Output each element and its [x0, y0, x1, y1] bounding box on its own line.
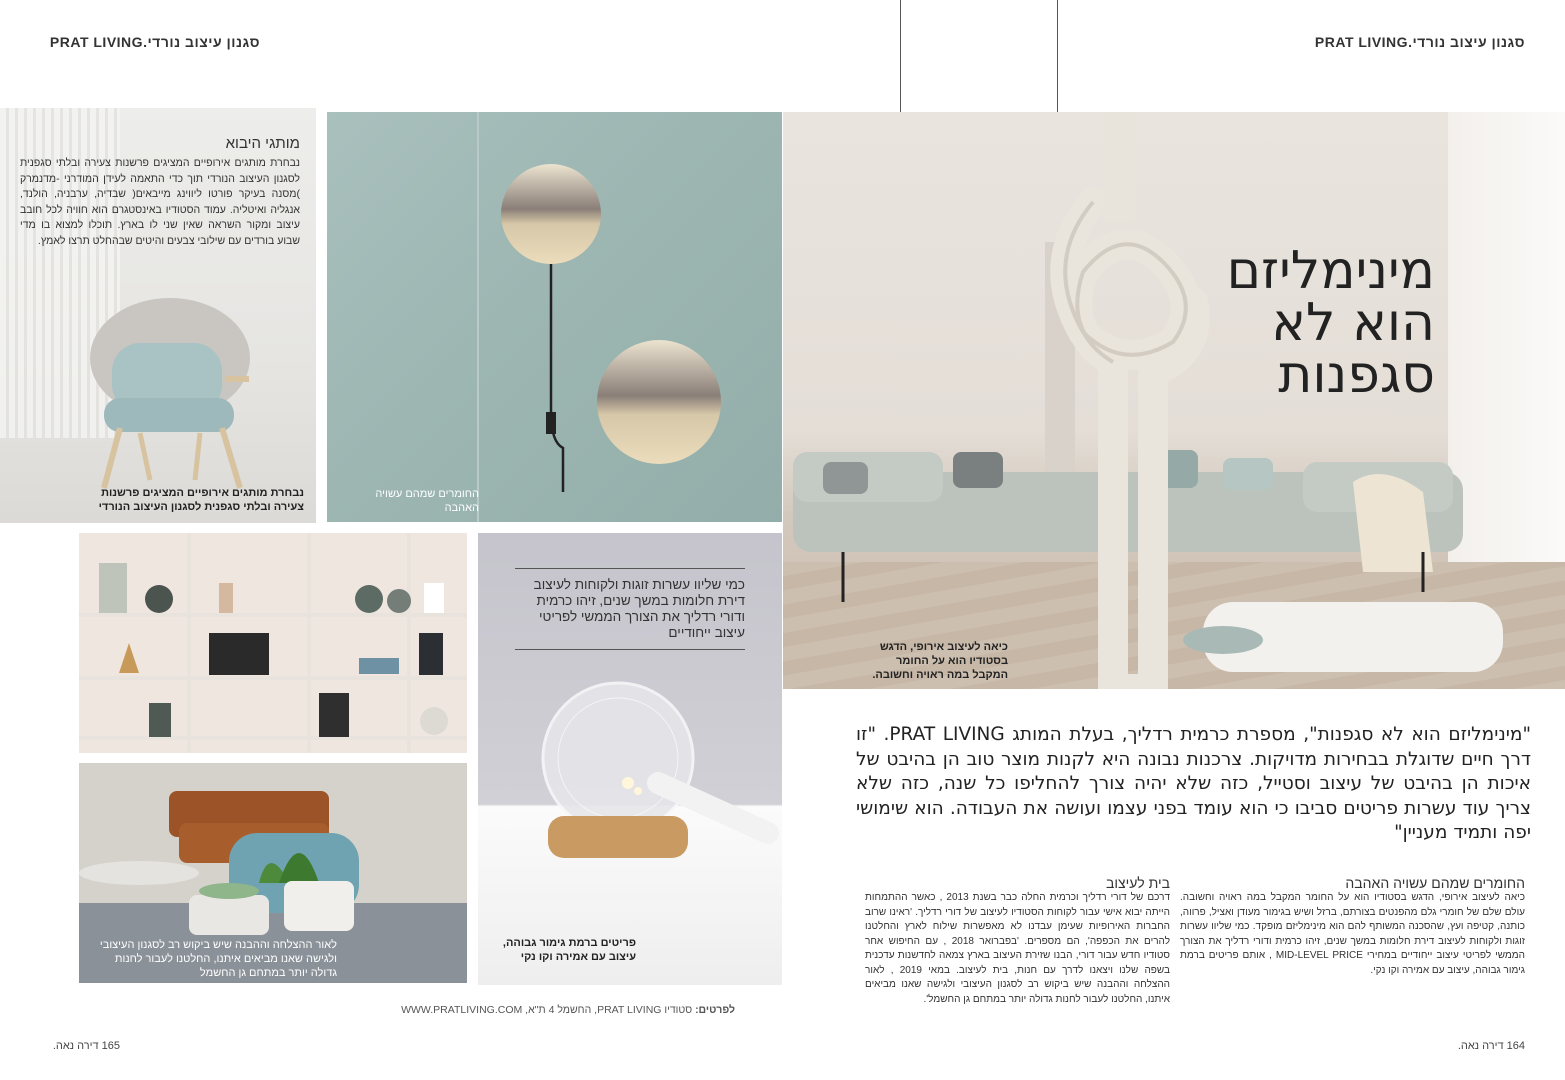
- lamps-caption: החומרים שמהם עשויה האהבה: [375, 488, 479, 514]
- details-url[interactable]: WWW.PRATLIVING.COM: [401, 1004, 523, 1016]
- main-quote: "מינימליזם הוא לא סגפנות", מספרת כרמית רדליך, בעלת המותג PRAT LIVING. "זו דרך חיים שדוגלת בבחירות מדויקות. צרכנות נבונה היא לקנות מוצר טוב הן בהיבט של איכות הן בהיבט של עיצוב וסטייל, כזה שלא יהיה צורך להחליפו כל שנה, כזה שלא צריך עוד עשרות פריטים סביבו כי הוא עומד בפני עצמו ועושה את העבודה. הוא שימושי יפה ותמיד מעניין": [856, 724, 1531, 843]
- running-header-left: סגנון עיצוב נורדי.PRAT LIVING: [49, 34, 260, 50]
- pullquote: [515, 568, 745, 650]
- column-left: [865, 875, 1170, 1007]
- details-label: לפרטים:: [695, 1004, 735, 1016]
- details-text: סטודיו PRAT LIVING, החשמל 4 ת"א,: [525, 1004, 693, 1016]
- folio-left: 165 דירה נאה.: [52, 1040, 120, 1052]
- lamps-photo: [327, 112, 782, 522]
- headline-line2: הוא לא: [1271, 293, 1435, 353]
- column-left-title: בית לעיצוב: [1106, 875, 1170, 891]
- import-sidebar: [20, 135, 300, 249]
- import-title: מותגי היבוא: [225, 135, 300, 152]
- details-line: [350, 1004, 735, 1016]
- running-header-right: סגנון עיצוב נורדי.PRAT LIVING: [1314, 34, 1525, 50]
- column-left-text: דרכם של דורי רדליך וכרמית החלה כבר בשנת 2013 , כאשר ההתמחות הייתה יבוא אישי עבור לקוחות הסטודיו לעיצוב של דורי רדליך. 'ראינו שרוב החברות האירופיות שעימן עבדנו לא מאפשרות שילוח לארץ והחלטנו להרים את הכפפה', הם מספרים. 'בפברואר 2018 , עם החיפוש אחר סטודיו חדש עבור דורי, הבנו שזירת העיצוב בארץ צמאה לחדשנות עדכנית בשפה שלנו ויצאנו לדרך עם חנות, בית לעיצוב. במאי 2019 , לאור ההצלחה וההבנה שיש ביקוש רב לסגנון העיצובי ולגישה שאנו מביאים איתנו, החלטנו לעבור לחנות גדולה יותר במתחם גן החשמל'.: [865, 892, 1170, 1005]
- livingroom-caption: לאור ההצלחה וההבנה שיש ביקוש רב לסגנון העיצובי ולגישה שאנו מביאים איתנו, החלטנו לעבור לחנות גדולה יותר במתחם גן החשמל: [99, 939, 337, 979]
- chair-caption: נבחרת מותגים אירופיים המציגים פרשנות צעירה ובלתי סגפנית לסגנון העיצוב הנורדי: [98, 487, 304, 513]
- column-right: [1180, 875, 1525, 978]
- globe-caption: פריטים ברמת גימור גבוהה, עיצוב עם אמירה וקו נקי: [502, 937, 636, 963]
- sofa-caption: כיאה לעיצוב אירופי, הדגש בסטודיו הוא על החומר המקבל במה ראויה וחשובה.: [872, 641, 1008, 681]
- pullquote-text: כמי שליוו עשרות זוגות ולקוחות לעיצוב דירת חלומות במשך שנים, זיהו כרמית ודורי רדליך את הצורך הממשי לפריטי עיצוב ייחודיים: [533, 577, 745, 640]
- folio-right: 164 דירה נאה.: [1457, 1040, 1525, 1052]
- livingroom-photo: [79, 763, 467, 983]
- headline: [1130, 241, 1435, 405]
- column-right-text: כיאה לעיצוב אירופי, הדגש בסטודיו הוא על החומר המקבל במה ראויה וחשובה. עולם שלם של חומרי גלם מהפנטים בצורתם, ברזל ושיש בגימור מעודן ואציל, פרווה, כותנה, קטיפה ועץ, שהסכנה המשותף להם הוא מינימליזם מופקד. כמי שליוו עשרות זוגות ולקוחות לעיצוב דירת חלומות במשך שנים, זיהו כרמית ודורי רדליך את הצורך הממשי לפריטי עיצוב ייחודיים במחירי MID-LEVEL PRICE , אותם פריטים ברמת גימור גבוהה, עיצוב עם אמירה וקו נקי.: [1180, 892, 1525, 976]
- headline-line1: מינימליזם: [1226, 241, 1435, 301]
- import-text: נבחרת מותגים אירופיים המציגים פרשנות צעירה ובלתי סגפנית לסגנון העיצוב הנורדי תוך כדי התאמה לעידן המודרני -מדנמרק )מסנה בעיקר פורטו ליווינג מייבאים( שבדיה, ערבניה, הולנד, אנגליה ואיטליה. עמוד הסטודיו באינסטגרם הוא חוויה לכל חובב עיצוב ומקור השראה שאין שני לו בארץ. תוכלו למצוא בו מדי שבוע בורדים עם שילובי צבעים והיטים שבהחלט תרצו לאמץ.: [20, 157, 300, 247]
- shelves-photo: [79, 533, 467, 753]
- headline-line3: סגפנות: [1278, 345, 1435, 405]
- column-right-title: החומרים שמהם עשויה האהבה: [1345, 875, 1525, 891]
